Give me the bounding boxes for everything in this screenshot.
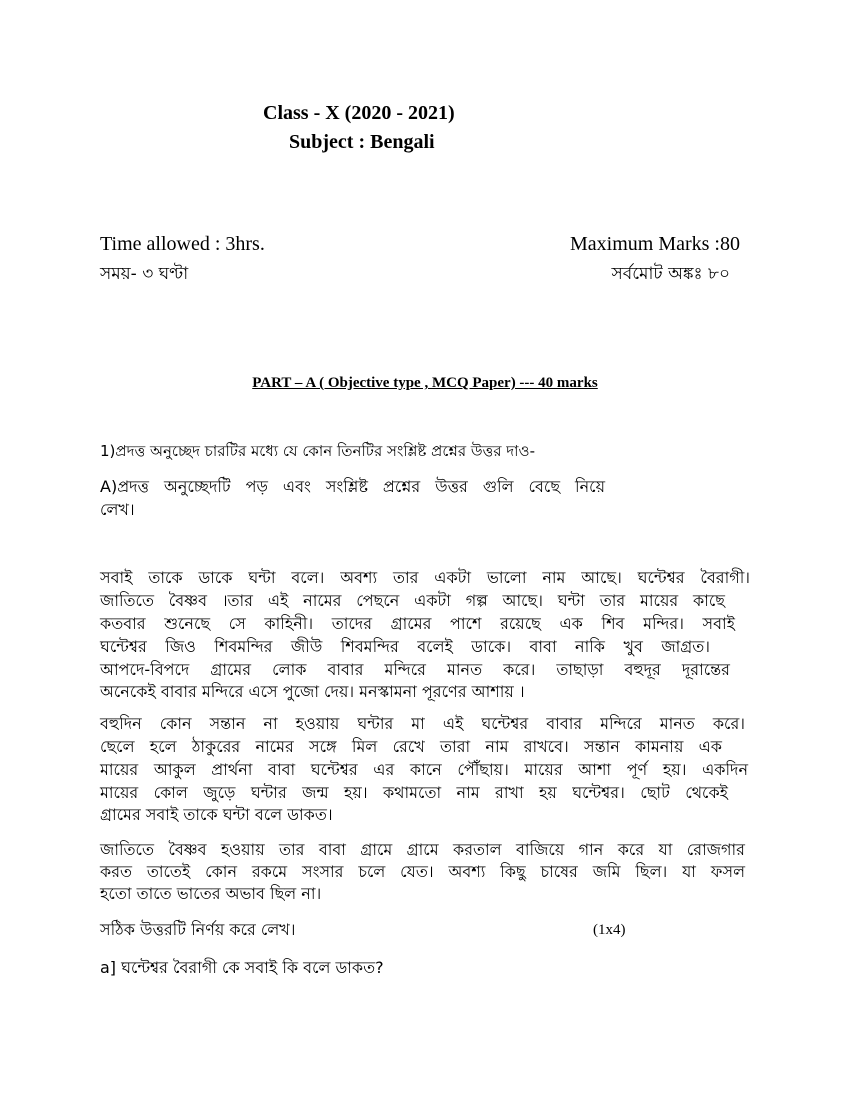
instruction: সঠিক উত্তরটি নির্ণয় করে লেখ। [100, 920, 296, 939]
passage-line: মায়ের আকুল প্রার্থনা বাবা ঘন্টেশ্বর এর কানে পৌঁছায়। মায়ের আশা পূর্ণ হয়। একদিন [100, 760, 748, 779]
passage-line: কতবার শুনেছে সে কাহিনী। তাদের গ্রামের পাশে রয়েছে এক শিব মন্দির। সবাই [100, 614, 735, 633]
class-title: Class - X (2020 - 2021) [263, 102, 455, 124]
passage-line: সবাই তাকে ডাকে ঘন্টা বলে। অবশ্য তার একটা ভালো নাম আছে। ঘন্টেশ্বর বৈরাগী। [100, 568, 750, 587]
passage-line: ঘন্টেশ্বর জিও শিবমন্দির জীউ শিবমন্দির বলেই ডাকে। বাবা নাকি খুব জাগ্রত। [100, 637, 710, 656]
maximum-marks-en: Maximum Marks :80 [570, 233, 740, 255]
subject-title: Subject : Bengali [289, 131, 435, 153]
question-a-line: A)প্রদত্ত অনুচ্ছেদটি পড় এবং সংশ্লিষ্ট প্রশ্নের উত্তর গুলি বেছে নিয়ে [100, 477, 605, 496]
passage-line: করত তাতেই কোন রকমে সংসার চলে যেত। অবশ্য কিছু চাষের জমি ছিল। যা ফসল [100, 862, 745, 881]
time-allowed-en: Time allowed : 3hrs. [100, 233, 265, 255]
question-a-item: a] ঘন্টেশ্বর বৈরাগী কে সবাই কি বলে ডাকত? [100, 958, 384, 977]
time-allowed-bn: সময়- ৩ ঘণ্টা [100, 264, 189, 284]
question-1: 1)প্রদত্ত অনুচ্ছেদ চারটির মধ্যে যে কোন তিনটির সংশ্লিষ্ট প্রশ্নের উত্তর দাও- [100, 442, 535, 460]
passage-line: বহুদিন কোন সন্তান না হওয়ায় ঘন্টার মা এই ঘন্টেশ্বর বাবার মন্দিরে মানত করে। [100, 714, 745, 733]
passage-line: আপদে-বিপদে গ্রামের লোক বাবার মন্দিরে মানত করে। তাছাড়া বহুদূর দূরান্তের [100, 660, 730, 679]
passage-line: ছেলে হলে ঠাকুরের নামের সঙ্গে মিল রেখে তারা নাম রাখবে। সন্তান কামনায় এক [100, 737, 722, 756]
passage-line: অনেকেই বাবার মন্দিরে এসে পুজো দেয়। মনস্কামনা পূরণের আশায় । [100, 682, 525, 701]
passage-line: হতো তাতে ভাতের অভাব ছিল না। [100, 884, 322, 903]
passage-line: মায়ের কোল জুড়ে ঘন্টার জন্ম হয়। কথামতো নাম রাখা হয় ঘন্টেশ্বর। ছোট থেকেই [100, 783, 728, 802]
passage-line: জাতিতে বৈষ্ণব হওয়ায় তার বাবা গ্রামে গ্রামে করতাল বাজিয়ে গান করে যা রোজগার [100, 840, 745, 859]
passage-line: গ্রামের সবাই তাকে ঘন্টা বলে ডাকত। [100, 805, 333, 824]
maximum-marks-bn: সর্বমোট অঙ্কঃ ৮০ [611, 264, 730, 284]
passage-line: জাতিতে বৈষ্ণব ।তার এই নামের পেছনে একটা গল্প আছে। ঘন্টা তার মায়ের কাছে [100, 591, 725, 610]
part-a-heading: PART – A ( Objective type , MCQ Paper) --- 40 marks [252, 375, 598, 391]
question-a-line: লেখ। [100, 500, 135, 519]
marks-note: (1x4) [593, 922, 626, 938]
